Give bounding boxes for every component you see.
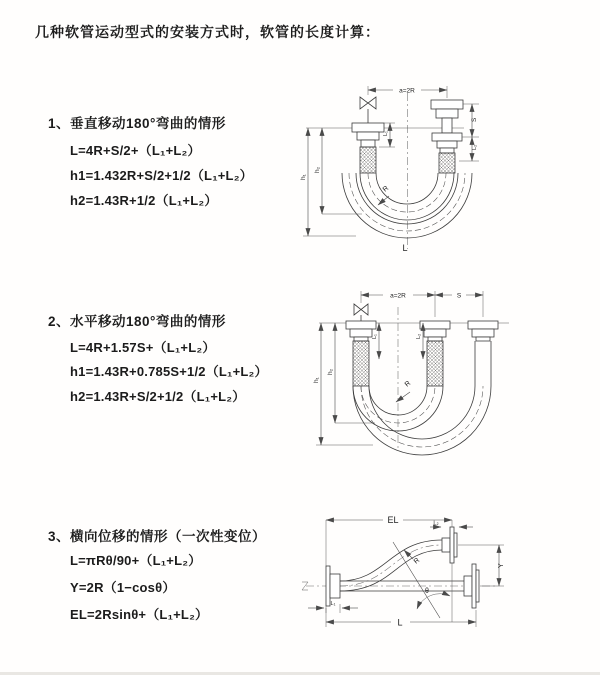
hose-u-bend	[342, 173, 472, 238]
dim-s	[459, 104, 479, 161]
dim-h1-label: h₁	[300, 174, 307, 180]
dim-el-label: EL	[387, 515, 399, 525]
radius-label: R	[412, 556, 422, 566]
dim-l2	[472, 137, 478, 161]
right-flange	[464, 564, 479, 608]
dim-a2r-label: a=2R	[399, 87, 415, 95]
dim-s	[435, 293, 483, 300]
angle-construction	[393, 542, 452, 622]
dim-a2r	[361, 291, 483, 317]
dim-l2-label: L₂	[472, 144, 478, 150]
dim-h1	[300, 128, 356, 236]
left-flange	[326, 566, 340, 606]
section-2-heading: 2、水平移动180°弯曲的情形	[48, 314, 226, 329]
section-1-formula-h2: h2=1.43R+1/2（L₁+L₂）	[70, 193, 218, 208]
upper-flange	[442, 527, 457, 563]
section-2-formula-L: L=4R+1.57S+（L₁+L₂）	[70, 340, 216, 355]
dim-l2	[430, 521, 473, 528]
dim-l1-label: L₁	[330, 601, 336, 607]
radius-callout	[396, 380, 412, 402]
section-1-heading: 1、垂直移动180°弯曲的情形	[48, 116, 226, 131]
diagram-lateral-displacement	[298, 500, 593, 655]
dim-l	[326, 608, 476, 628]
dim-l1-label: L₁	[383, 131, 389, 136]
section-2-formula-h1: h1=1.43R+0.785S+1/2（L₁+L₂）	[70, 364, 268, 379]
dim-l1-label: L₁	[372, 334, 378, 339]
hose-u-bend	[353, 386, 491, 455]
braided-hose-section	[427, 341, 443, 386]
length-label: L	[402, 243, 408, 253]
dim-h2-label: h₂	[314, 166, 321, 173]
section-2-formula-h2: h2=1.43R+S/2+1/2（L₁+L₂）	[70, 389, 246, 404]
radius-label: R	[403, 379, 413, 389]
valve-icon	[354, 304, 368, 321]
right-port-fitting	[431, 100, 463, 173]
left-port-fitting	[346, 321, 376, 386]
dim-l2-label: L₂	[433, 520, 439, 527]
dim-l2-label: L₂	[416, 333, 422, 339]
section-3-heading: 3、横向位移的情形（一次性变位）	[48, 529, 267, 544]
hose-displaced-position	[340, 540, 442, 591]
middle-port-fitting	[420, 321, 450, 386]
dim-l-label: L	[397, 617, 403, 628]
page-title: 几种软管运动型式的安装方式时，软管的长度计算：	[35, 24, 380, 40]
dim-h2-label: h₂	[327, 368, 334, 375]
shifted-port-fitting	[468, 321, 498, 386]
dim-s-label: S	[471, 117, 478, 122]
radius-label: R	[381, 184, 391, 194]
section-1-formula-h1: h1=1.432R+S/2+1/2（L₁+L₂）	[70, 168, 253, 183]
section-3-formula-Y: Y=2R（1−cosθ）	[70, 580, 176, 595]
dim-a2r-label: a=2R	[390, 292, 406, 300]
braided-hose-section	[439, 153, 455, 173]
angle-label: θ	[425, 588, 429, 595]
left-port-fitting	[352, 123, 384, 173]
diagram-vertical-180-bend	[298, 73, 583, 263]
braided-hose-section	[360, 147, 376, 173]
section-3-formula-EL: EL=2Rsinθ+（L₁+L₂）	[70, 607, 209, 622]
braided-hose-section	[353, 341, 369, 386]
section-1-formula-L: L=4R+S/2+（L₁+L₂）	[70, 143, 201, 158]
dim-h2	[314, 128, 362, 214]
diagram-horizontal-180-bend	[313, 283, 591, 461]
dim-l1	[308, 601, 358, 613]
dim-s-label: S	[456, 292, 462, 300]
dim-y-label: Y	[498, 563, 505, 568]
valve-icon	[360, 97, 376, 123]
section-3-formula-L: L=πRθ/90+（L₁+L₂）	[70, 553, 202, 568]
dim-h1-label: h₁	[313, 377, 320, 383]
